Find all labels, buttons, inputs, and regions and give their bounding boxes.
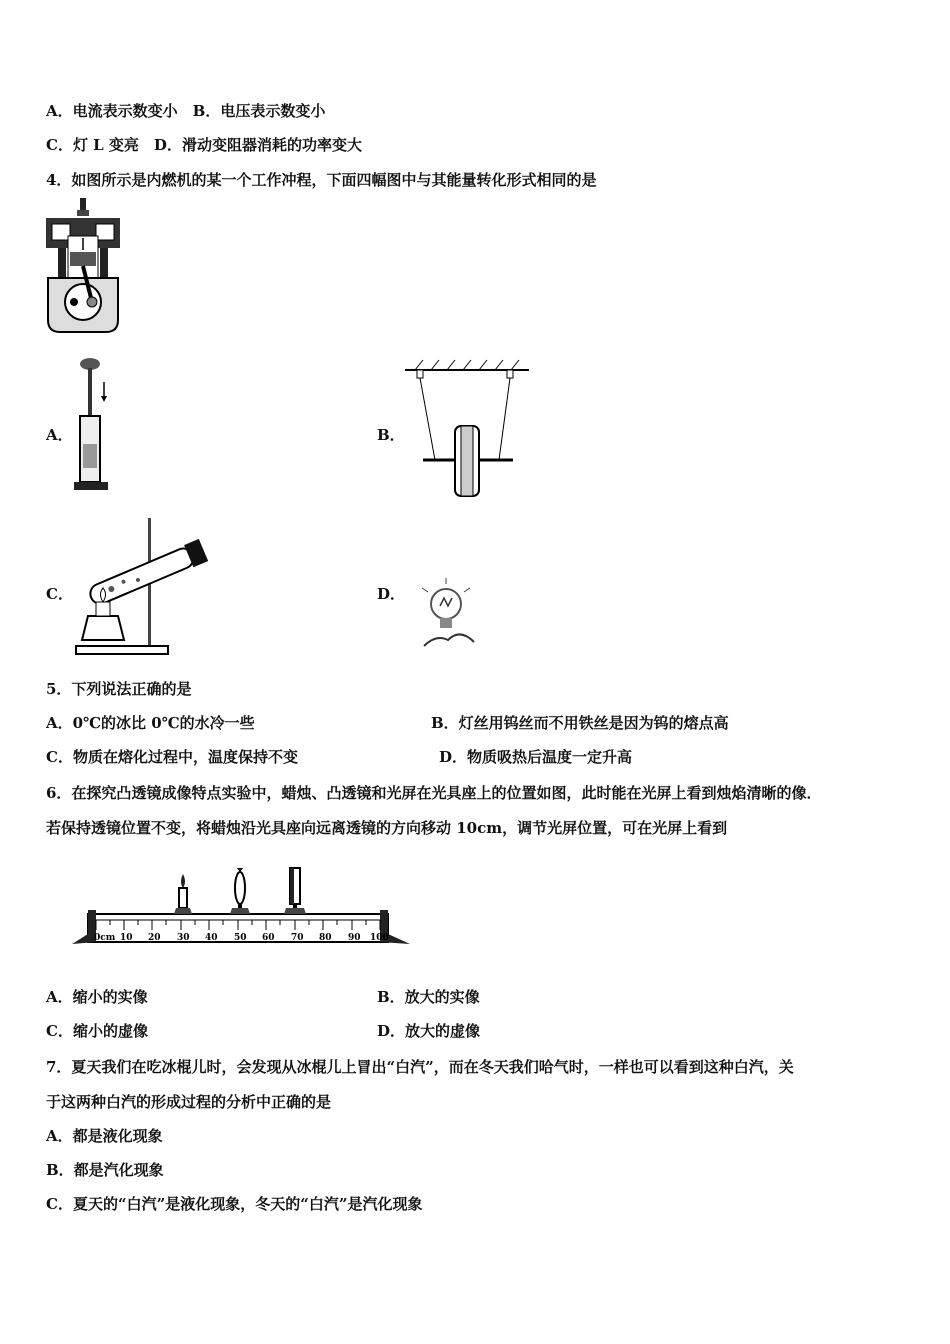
q4-label-b: B．: [377, 426, 405, 444]
light-bulb-figure: [418, 578, 478, 654]
q5-stem: 5．下列说法正确的是: [46, 680, 192, 698]
ruler-tick-40: 40: [205, 933, 218, 943]
q3-options-line2: C．灯 L 变亮 D．滑动变阻器消耗的功率变大: [46, 136, 362, 154]
q7-stem-line2: 于这两种白汽的形成过程的分析中正确的是: [46, 1093, 332, 1111]
convex-lens: [230, 868, 250, 914]
q6-stem-line2: 若保持透镜位置不变，将蜡烛沿光具座向远离透镜的方向移动 10cm，调节光屏位置，可在光屏上看到: [46, 819, 728, 837]
candle: [174, 874, 192, 914]
test-tube-steam-figure: [68, 512, 218, 660]
ruler-tick-10: 10: [120, 933, 133, 943]
optical-bench-figure: [66, 860, 416, 952]
engine-diagram: [44, 196, 124, 336]
q6-option-d: D．放大的虚像: [377, 1022, 481, 1040]
ruler-tick-30: 30: [177, 933, 190, 943]
q4-label-d: D．: [377, 585, 406, 603]
ruler-tick-50: 50: [234, 933, 247, 943]
q5-option-c: C．物质在熔化过程中，温度保持不变: [46, 748, 298, 766]
q7-option-a: A．都是液化现象: [46, 1127, 163, 1145]
ruler-tick-90: 90: [348, 933, 361, 943]
ruler-tick-100: 100: [370, 933, 389, 943]
q6-stem-line1: 6．在探究凸透镜成像特点实验中，蜡烛、凸透镜和光屏在光具座上的位置如图，此时能在光屏上看到烛焰清晰的像．: [46, 784, 822, 802]
q5-option-a: A．0℃的冰比 0℃的水冷一些: [46, 714, 255, 732]
q5-option-b: B．灯丝用钨丝而不用铁丝是因为钨的熔点高: [431, 714, 729, 732]
q4-label-a: A．: [46, 426, 73, 444]
ruler-tick-20: 20: [148, 933, 161, 943]
q7-option-b: B．都是汽化现象: [46, 1161, 164, 1179]
air-pump-figure: [68, 356, 118, 498]
q7-option-c: C．夏天的“白汽”是液化现象，冬天的“白汽”是汽化现象: [46, 1195, 423, 1213]
q4-stem: 4．如图所示是内燃机的某一个工作冲程，下面四幅图中与其能量转化形式相同的是: [46, 171, 597, 189]
ruler-tick-60: 60: [262, 933, 275, 943]
ruler-tick-0: 0cm: [94, 933, 116, 943]
q3-options-line1: A．电流表示数变小 B．电压表示数变小: [46, 102, 326, 120]
maxwell-wheel-figure: [403, 356, 531, 498]
q6-option-c: C．缩小的虚像: [46, 1022, 148, 1040]
q4-label-c: C．: [46, 585, 73, 603]
ruler-tick-70: 70: [291, 933, 304, 943]
q7-stem-line1: 7．夏天我们在吃冰棍儿时，会发现从冰棍儿上冒出“白汽”，而在冬天我们哈气时，一样也可以看到这种白汽，关: [46, 1058, 794, 1076]
q6-option-a: A．缩小的实像: [46, 988, 148, 1006]
q6-option-b: B．放大的实像: [377, 988, 480, 1006]
ruler-tick-80: 80: [319, 933, 332, 943]
light-screen: [284, 868, 306, 914]
q5-option-d: D．物质吸热后温度一定升高: [439, 748, 633, 766]
